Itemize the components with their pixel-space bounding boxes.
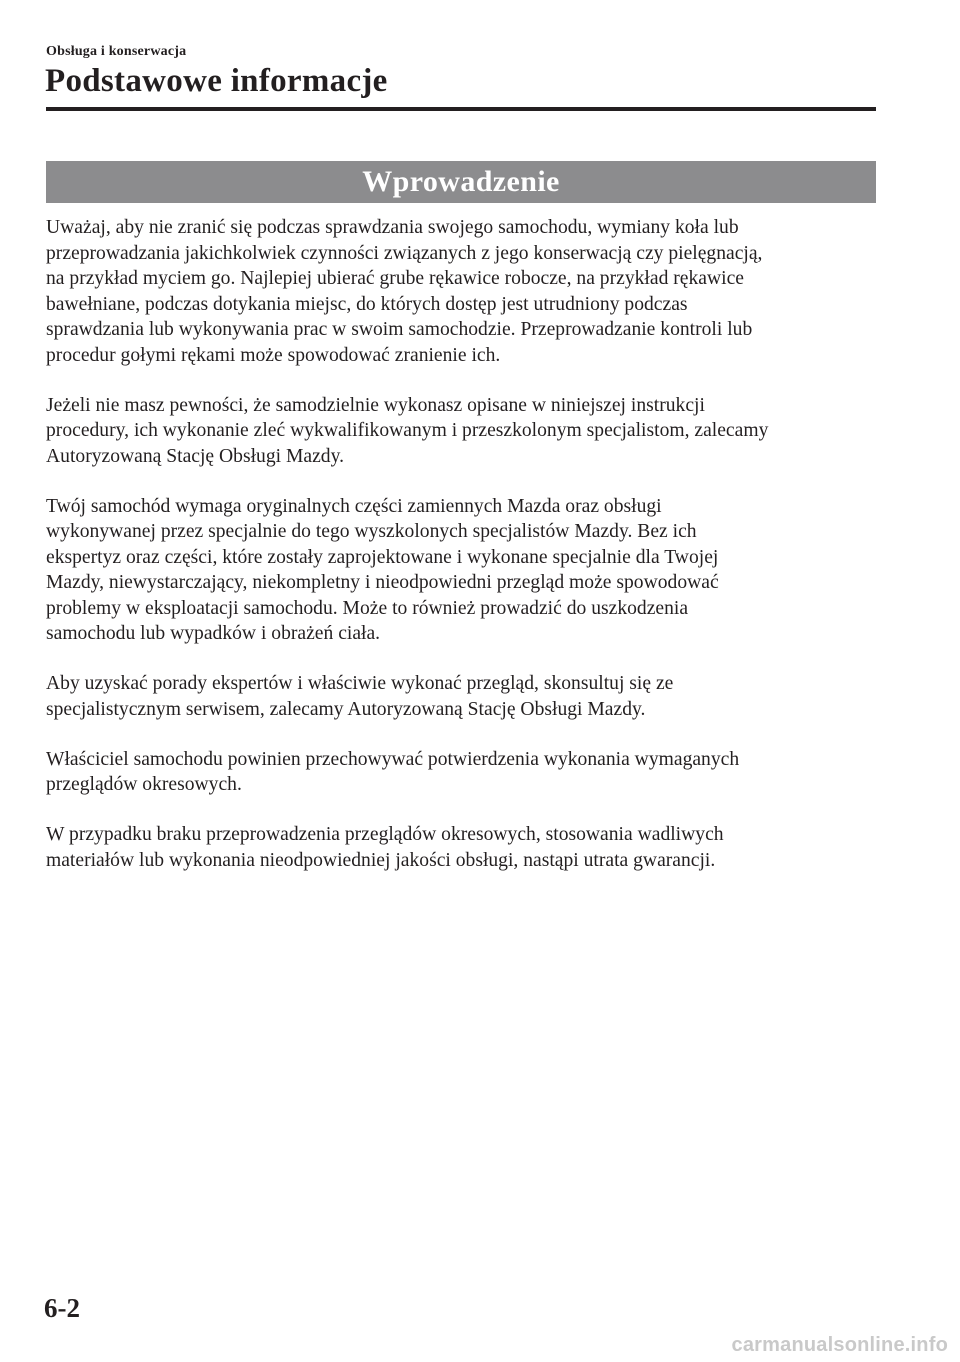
paragraph-1: Uważaj, aby nie zranić się podczas sprawdzania swojego samochodu, wymiany koła lub przeprowadzania jakichkolwiek czynności związanych z jego konserwacją czy pielęgnacją, na przykład myciem go. Najlepiej ubierać grube rękawice robocze, na przykład rękawice bawełniane, podczas dotykania miejsc, do których dostęp jest utrudniony podczas sprawdzania lub wykonywania prac w swoim samochodzie. Przeprowadzanie kontroli lub procedur gołymi rękami może spowodować zranienie ich. (46, 217, 763, 366)
chapter-label: Obsługa i konserwacja (46, 44, 187, 59)
section-heading: Wprowadzenie (362, 165, 560, 198)
paragraph-6: W przypadku braku przeprowadzenia przeglądów okresowych, stosowania wadliwych materiałów lub wykonania nieodpowiedniej jakości obsługi, nastąpi utrata gwarancji. (46, 824, 724, 871)
title-divider (46, 107, 876, 111)
body-text (46, 215, 878, 898)
paragraph-2: Jeżeli nie masz pewności, że samodzielnie wykonasz opisane w niniejszej instrukcji procedury, ich wykonanie zleć wykwalifikowanym i przeszkolonym specjalistom, zalecamy Autoryzowaną Stację Obsługi Mazdy. (46, 394, 769, 467)
watermark-text: carmanualsonline.info (731, 1334, 948, 1356)
page-title: Podstawowe informacje (45, 63, 388, 99)
paragraph-4: Aby uzyskać porady ekspertów i właściwie wykonać przegląd, skonsultuj się ze specjalistycznym serwisem, zalecamy Autoryzowaną Stację Obsługi Mazdy. (46, 673, 674, 720)
paragraph-3: Twój samochód wymaga oryginalnych części zamiennych Mazda oraz obsługi wykonywanej przez specjalnie do tego wyszkolonych specjalistów Mazdy. Bez ich ekspertyz oraz części, które zostały zaprojektowane i wykonane specjalnie dla Twojej Mazdy, niewystarczający, niekompletny i nieodpowiedni przegląd może spowodować problemy w eksploatacji samochodu. Może to również prowadzić do uszkodzenia samochodu lub wypadków i obrażeń ciała. (46, 495, 719, 644)
paragraph-5: Właściciel samochodu powinien przechowywać potwierdzenia wykonania wymaganych przeglądów okresowych. (46, 748, 740, 795)
page-number: 6-2 (44, 1293, 80, 1323)
section-heading-bar (46, 161, 876, 203)
